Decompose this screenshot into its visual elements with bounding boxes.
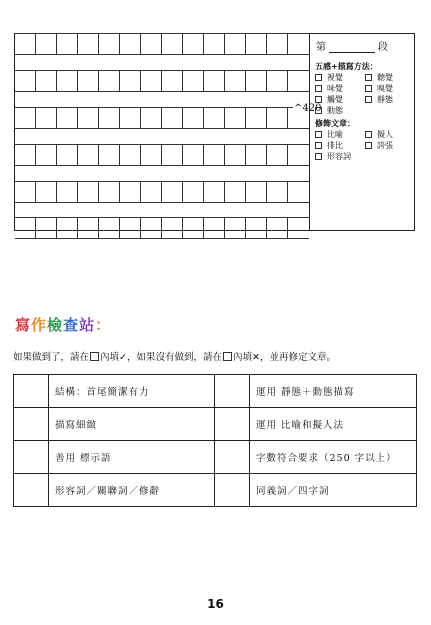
grid-row bbox=[15, 107, 309, 129]
grid-cell[interactable] bbox=[288, 218, 309, 238]
grid-cell[interactable] bbox=[78, 108, 99, 128]
checklist-item: 結構：首尾簡潔有力 bbox=[49, 375, 215, 408]
grid-cell[interactable] bbox=[57, 145, 78, 165]
checkbox-icon bbox=[223, 352, 232, 361]
grid-cell[interactable] bbox=[141, 108, 162, 128]
grid-cell[interactable] bbox=[246, 108, 267, 128]
grid-cell[interactable] bbox=[204, 34, 225, 54]
checklist-item: 字數符合要求（250 字以上） bbox=[250, 441, 417, 474]
option-touch[interactable]: 觸覺 bbox=[315, 94, 365, 105]
grid-cell[interactable] bbox=[57, 108, 78, 128]
grid-cell[interactable] bbox=[183, 218, 204, 238]
grid-cell[interactable] bbox=[78, 145, 99, 165]
checkbox[interactable] bbox=[365, 142, 372, 149]
grid-cell[interactable] bbox=[246, 34, 267, 54]
option-dynamic[interactable]: 動態 bbox=[315, 105, 365, 116]
checklist-item: 運用 比喻和擬人法 bbox=[250, 408, 417, 441]
grid-cell[interactable] bbox=[288, 71, 309, 91]
grid-cell[interactable] bbox=[36, 108, 57, 128]
checkbox[interactable] bbox=[365, 85, 372, 92]
option-hearing[interactable]: 聽覺 bbox=[365, 72, 413, 83]
word-count-mark: ^420 bbox=[294, 103, 322, 114]
grid-cell[interactable] bbox=[183, 145, 204, 165]
option-smell[interactable]: 嗅覺 bbox=[365, 83, 413, 94]
checkbox[interactable] bbox=[315, 74, 322, 81]
title-char: 作 bbox=[31, 316, 48, 334]
grid-cell[interactable] bbox=[57, 182, 78, 202]
grid-cell[interactable] bbox=[78, 71, 99, 91]
option-static[interactable]: 靜態 bbox=[365, 94, 413, 105]
grid-cell[interactable] bbox=[288, 182, 309, 202]
grid-cell[interactable] bbox=[204, 145, 225, 165]
grid-cell[interactable] bbox=[267, 145, 288, 165]
grid-cell[interactable] bbox=[120, 34, 141, 54]
grid-cell[interactable] bbox=[267, 218, 288, 238]
grid-cell[interactable] bbox=[162, 182, 183, 202]
page-number: 16 bbox=[207, 597, 224, 611]
checkbox[interactable] bbox=[315, 107, 322, 114]
title-char: 查 bbox=[63, 316, 80, 334]
check-box[interactable] bbox=[215, 441, 250, 474]
option-parallelism[interactable]: 排比 bbox=[315, 140, 365, 151]
senses-heading: 五感+描寫方法： bbox=[315, 62, 378, 71]
grid-cell[interactable] bbox=[120, 108, 141, 128]
checklist-item: 同義詞／四字詞 bbox=[250, 474, 417, 507]
grid-cell[interactable] bbox=[225, 108, 246, 128]
grid-cell[interactable] bbox=[99, 34, 120, 54]
title-char: ： bbox=[95, 316, 112, 334]
grid-cell[interactable] bbox=[141, 182, 162, 202]
grid-cell[interactable] bbox=[36, 34, 57, 54]
grid-cell[interactable] bbox=[15, 108, 36, 128]
checklist-row bbox=[14, 408, 417, 441]
title-char: 寫 bbox=[15, 316, 32, 334]
grid-cell[interactable] bbox=[141, 71, 162, 91]
grid-cell[interactable] bbox=[204, 218, 225, 238]
grid-cell[interactable] bbox=[246, 145, 267, 165]
grid-cell[interactable] bbox=[120, 218, 141, 238]
grid-cell[interactable] bbox=[204, 182, 225, 202]
checklist-instruction: 如果做到了，請在 內填✓，如果沒有做到，請在 內填✕，並再修定文章。 bbox=[13, 352, 336, 363]
grid-cell[interactable] bbox=[99, 182, 120, 202]
grid-cell[interactable] bbox=[15, 34, 36, 54]
checkbox[interactable] bbox=[315, 153, 322, 160]
grid-cell[interactable] bbox=[162, 34, 183, 54]
checklist-title bbox=[15, 314, 111, 335]
grid-cell[interactable] bbox=[162, 71, 183, 91]
grid-cell[interactable] bbox=[183, 34, 204, 54]
grid-cell[interactable] bbox=[99, 71, 120, 91]
grid-cell[interactable] bbox=[36, 145, 57, 165]
grid-cell[interactable] bbox=[78, 182, 99, 202]
check-box[interactable] bbox=[14, 474, 49, 507]
option-sight[interactable]: 視覺 bbox=[315, 72, 365, 83]
grid-cell[interactable] bbox=[246, 182, 267, 202]
checkbox[interactable] bbox=[315, 142, 322, 149]
checkbox[interactable] bbox=[315, 85, 322, 92]
writing-guide-panel bbox=[309, 34, 414, 230]
grid-cell[interactable] bbox=[225, 34, 246, 54]
grid-cell[interactable] bbox=[99, 218, 120, 238]
title-char: 檢 bbox=[47, 316, 64, 334]
grid-cell[interactable] bbox=[36, 218, 57, 238]
option-adjective[interactable]: 形容詞 bbox=[315, 151, 365, 162]
grid-cell[interactable] bbox=[120, 71, 141, 91]
check-box[interactable] bbox=[215, 474, 250, 507]
paragraph-number-line bbox=[316, 39, 414, 53]
checkbox[interactable] bbox=[315, 131, 322, 138]
title-char: 站 bbox=[79, 316, 96, 334]
check-box[interactable] bbox=[14, 441, 49, 474]
grid-cell[interactable] bbox=[57, 218, 78, 238]
rhetoric-heading: 修飾文章： bbox=[315, 119, 355, 128]
grid-cell[interactable] bbox=[15, 71, 36, 91]
grid-cell[interactable] bbox=[15, 218, 36, 238]
grid-row bbox=[15, 144, 309, 166]
checklist-row bbox=[14, 441, 417, 474]
checklist-item: 善用 標示語 bbox=[49, 441, 215, 474]
writing-grid[interactable] bbox=[15, 34, 309, 230]
option-exaggeration[interactable]: 誇張 bbox=[365, 140, 413, 151]
grid-cell[interactable] bbox=[36, 182, 57, 202]
grid-cell[interactable] bbox=[15, 182, 36, 202]
checkbox[interactable] bbox=[365, 96, 372, 103]
checkbox[interactable] bbox=[315, 96, 322, 103]
grid-row bbox=[15, 33, 309, 55]
checkbox[interactable] bbox=[365, 131, 372, 138]
grid-cell[interactable] bbox=[246, 218, 267, 238]
check-box[interactable] bbox=[215, 408, 250, 441]
grid-cell[interactable] bbox=[225, 145, 246, 165]
writing-grid-box bbox=[14, 33, 415, 231]
grid-cell[interactable] bbox=[204, 71, 225, 91]
grid-cell[interactable] bbox=[99, 108, 120, 128]
grid-cell[interactable] bbox=[183, 108, 204, 128]
paragraph-suffix: 段 bbox=[378, 42, 388, 53]
grid-cell[interactable] bbox=[225, 218, 246, 238]
checklist-row bbox=[14, 375, 417, 408]
grid-cell[interactable] bbox=[57, 71, 78, 91]
checklist-item: 描寫細緻 bbox=[49, 408, 215, 441]
grid-row bbox=[15, 70, 309, 92]
option-personification[interactable]: 擬人 bbox=[365, 129, 413, 140]
grid-cell[interactable] bbox=[225, 71, 246, 91]
grid-cell[interactable] bbox=[183, 182, 204, 202]
senses-options bbox=[315, 72, 414, 116]
grid-cell[interactable] bbox=[162, 108, 183, 128]
checkbox-icon bbox=[90, 352, 99, 361]
grid-cell[interactable] bbox=[183, 71, 204, 91]
checklist-row bbox=[14, 474, 417, 507]
paragraph-number-blank[interactable] bbox=[329, 43, 375, 53]
check-box[interactable] bbox=[14, 375, 49, 408]
paragraph-prefix: 第 bbox=[316, 42, 326, 53]
grid-cell[interactable] bbox=[267, 71, 288, 91]
grid-cell[interactable] bbox=[162, 218, 183, 238]
grid-cell[interactable] bbox=[15, 145, 36, 165]
grid-cell[interactable] bbox=[267, 108, 288, 128]
grid-cell[interactable] bbox=[288, 34, 309, 54]
grid-cell[interactable] bbox=[225, 182, 246, 202]
grid-cell[interactable] bbox=[99, 145, 120, 165]
check-box[interactable] bbox=[215, 375, 250, 408]
checklist-table bbox=[13, 374, 417, 507]
check-box[interactable] bbox=[14, 408, 49, 441]
grid-cell[interactable] bbox=[141, 34, 162, 54]
grid-cell[interactable] bbox=[246, 71, 267, 91]
grid-cell[interactable] bbox=[120, 145, 141, 165]
grid-cell[interactable] bbox=[288, 145, 309, 165]
option-taste[interactable]: 味覺 bbox=[315, 83, 365, 94]
grid-cell[interactable] bbox=[267, 182, 288, 202]
grid-cell[interactable] bbox=[36, 71, 57, 91]
grid-cell[interactable] bbox=[204, 108, 225, 128]
grid-cell[interactable] bbox=[57, 34, 78, 54]
grid-row bbox=[15, 181, 309, 203]
grid-cell[interactable] bbox=[78, 218, 99, 238]
checklist-item: 運用 靜態＋動態描寫 bbox=[250, 375, 417, 408]
grid-cell[interactable] bbox=[120, 182, 141, 202]
option-simile[interactable]: 比喻 bbox=[315, 129, 365, 140]
grid-row bbox=[15, 217, 309, 239]
grid-cell[interactable] bbox=[162, 145, 183, 165]
grid-cell[interactable] bbox=[78, 34, 99, 54]
rhetoric-options bbox=[315, 129, 414, 162]
grid-cell[interactable] bbox=[141, 218, 162, 238]
grid-cell[interactable] bbox=[141, 145, 162, 165]
checklist-item: 形容詞／關聯詞／修辭 bbox=[49, 474, 215, 507]
grid-cell[interactable] bbox=[267, 34, 288, 54]
checkbox[interactable] bbox=[365, 74, 372, 81]
